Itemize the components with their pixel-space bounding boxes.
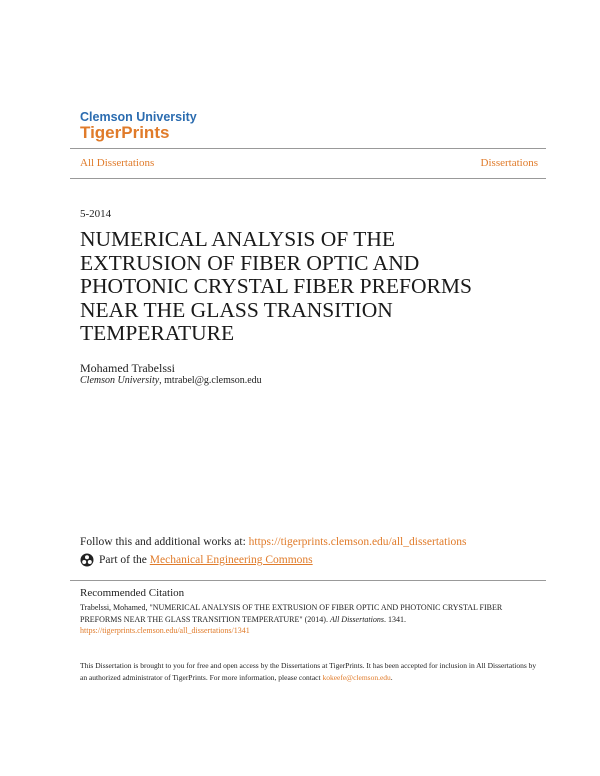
mechanical-engineering-commons-link[interactable]: Mechanical Engineering Commons [149,554,313,566]
citation-series: All Dissertations [329,614,384,624]
citation-text [80,602,540,637]
institution: Clemson University [80,375,160,386]
citation-number: . 1341. [383,614,406,624]
author-name: Mohamed Trabelssi [80,361,176,375]
follow-line [80,536,467,548]
author-email: , mtrabel@g.clemson.edu [159,375,262,386]
follow-text: Follow this and additional works at: [80,536,249,548]
citation-body: Trabelssi, Mohamed, "NUMERICAL ANALYSIS OF THE EXTRUSION OF FIBER OPTIC AND PHOTONIC CRYSTAL FIBER PREFORMS NEAR THE GLASS TRANSITION TEMPERATURE" (2014). [80,603,503,624]
divider [70,580,546,581]
part-of-prefix: Part of the [99,554,147,566]
divider [70,178,546,179]
all-dissertations-link[interactable]: All Dissertations [80,157,155,169]
site-name[interactable]: TigerPrints [80,123,170,142]
divider [70,148,546,149]
notice-text: This Dissertation is brought to you for free and open access by the Dissertations at TigerPrints. It has been accepted for inclusion in All Dissertations by an authorized administrator of TigerPrints. For more information, please contact [80,661,537,682]
contact-email-link[interactable]: kokeefe@clemson.edu [322,673,391,682]
bepress-network-icon [80,553,94,567]
document-title: NUMERICAL ANALYSIS OF THE EXTRUSION OF FIBER OPTIC AND PHOTONIC CRYSTAL FIBER PREFORMS NEAR THE GLASS TRANSITION TEMPERATURE [80,227,472,345]
recommended-citation-heading: Recommended Citation [80,587,185,599]
citation-url-link[interactable]: https://tigerprints.clemson.edu/all_dissertations/1341 [80,626,250,635]
author-affiliation [80,375,262,386]
dissertations-link[interactable]: Dissertations [480,157,538,169]
publication-date: 5-2014 [80,208,112,220]
access-notice [80,660,540,684]
university-name: Clemson University [80,110,197,124]
notice-end: . [390,673,393,682]
part-of-line [80,553,313,567]
collection-url-link[interactable]: https://tigerprints.clemson.edu/all_dissertations [248,536,467,548]
